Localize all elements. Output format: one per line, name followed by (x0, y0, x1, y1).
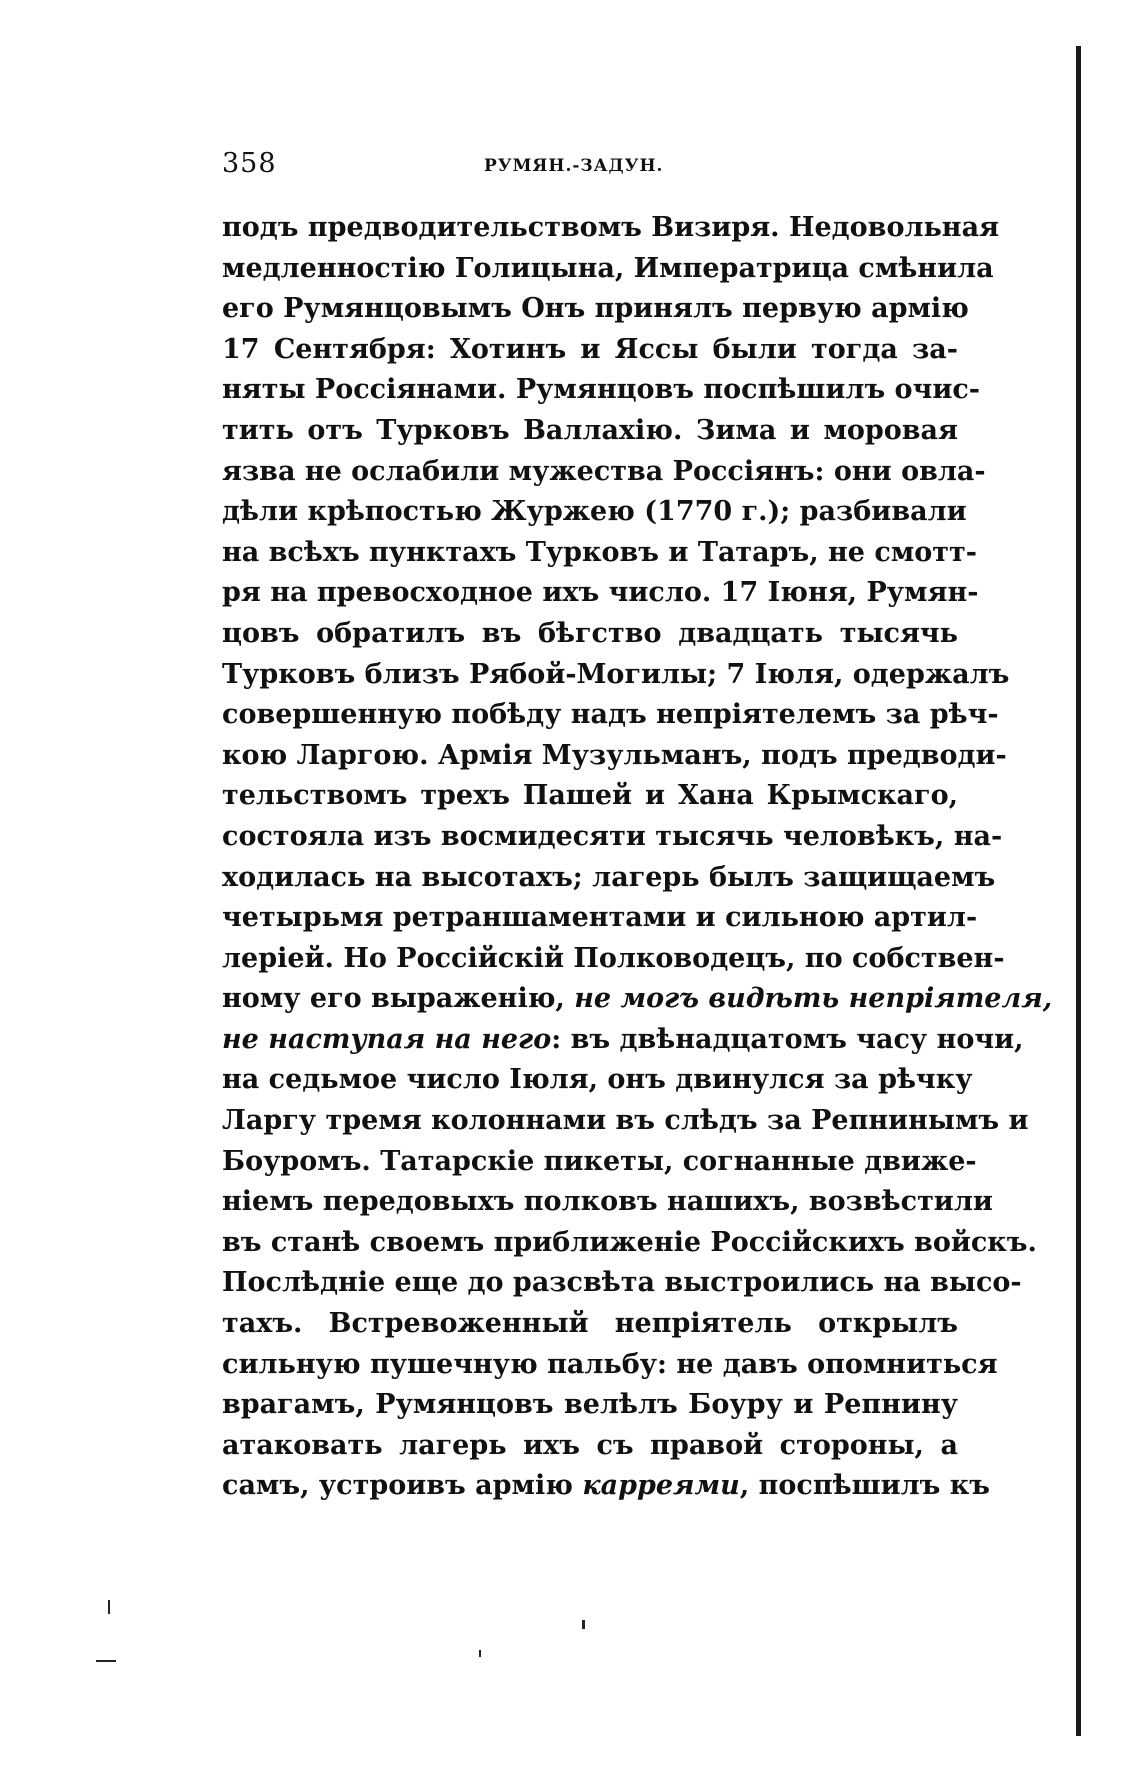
scan-speck (108, 1600, 110, 1614)
body-text (222, 208, 1053, 1507)
text-line (222, 289, 969, 330)
text-segment: врагамъ, Румянцовъ велѣлъ Боуру и Репнину (222, 1389, 958, 1421)
text-line (222, 1182, 993, 1223)
text-line (222, 370, 981, 411)
text-line (222, 1020, 1024, 1061)
page-edge-rule (1076, 46, 1081, 1736)
italic-text: не могъ видѣть непріятеля, (574, 983, 1053, 1015)
text-line (222, 695, 999, 736)
text-segment: медленностію Голицына, Императрица смѣнила (222, 252, 994, 284)
text-segment: состояла изъ восмидесяти тысячь человѣкъ, на- (222, 820, 1003, 852)
text-segment: Боуромъ. Татарскіе пикеты, согнанные движе- (222, 1145, 977, 1177)
text-line (222, 533, 977, 574)
text-segment: Ларгу тремя колоннами въ слѣдъ за Репнинымъ и (222, 1105, 1029, 1137)
text-segment: Турковъ близъ Рябой-Могилы; 7 Іюля, одержалъ (222, 658, 1010, 690)
page-number: 358 (222, 148, 277, 179)
text-segment: тить отъ Турковъ Валлахію. Зима и моровая (222, 414, 958, 446)
text-segment: тельствомъ трехъ Пашей и Хана Крымскаго, (222, 780, 958, 812)
text-line (222, 1142, 977, 1183)
text-line (222, 208, 1000, 249)
text-line (222, 249, 994, 290)
text-segment: совершенную побѣду надъ непріятелемъ за рѣч- (222, 699, 999, 731)
text-line (222, 1060, 973, 1101)
scan-speck (96, 1660, 116, 1662)
text-line (222, 655, 1010, 696)
page-header (222, 148, 958, 188)
text-line (222, 452, 986, 493)
text-line (222, 939, 1005, 980)
text-line (222, 898, 978, 939)
text-segment: цовъ обратилъ въ бѣгство двадцать тысячь (222, 617, 958, 649)
text-line (222, 330, 958, 371)
text-segment: ніемъ передовыхъ полковъ нашихъ, возвѣстили (222, 1186, 993, 1218)
text-line (222, 573, 979, 614)
text-line (222, 1223, 1037, 1264)
text-segment: : въ двѣнадцатомъ часу ночи, (551, 1023, 1024, 1055)
text-line (222, 411, 958, 452)
text-segment: Послѣдніе еще до разсвѣта выстроились на высо- (222, 1267, 1022, 1299)
text-line (222, 817, 1003, 858)
text-segment: его Румянцовымъ Онъ принялъ первую армію (222, 293, 969, 325)
text-line (222, 492, 967, 533)
italic-text: не наступая на него (222, 1023, 552, 1055)
text-line (222, 1263, 1022, 1304)
scan-speck (582, 1620, 585, 1629)
text-segment: сильную пушечную пальбу: не давъ опомниться (222, 1348, 998, 1380)
text-line (222, 1101, 1029, 1142)
text-segment: самъ, устроивъ армію (222, 1470, 583, 1502)
text-segment: атаковать лагерь ихъ съ правой стороны, а (222, 1429, 958, 1461)
italic-text: карреями (582, 1470, 740, 1502)
text-line (222, 614, 958, 655)
text-segment: на всѣхъ пунктахъ Турковъ и Татаръ, не смотт- (222, 536, 977, 568)
text-segment: леріей. Но Россійскій Полководецъ, по собствен- (222, 942, 1005, 974)
text-segment: ря на превосходное ихъ число. 17 Іюня, Румян- (222, 577, 979, 609)
text-line (222, 1385, 958, 1426)
text-segment: въ станѣ своемъ приближеніе Россійскихъ войскъ. (222, 1226, 1037, 1258)
text-line (222, 979, 1053, 1020)
text-line (222, 736, 1007, 777)
running-title: РУМЯН.-ЗАДУН. (484, 156, 664, 176)
scan-speck (479, 1650, 481, 1657)
text-line (222, 858, 996, 899)
text-segment: на седьмое число Іюля, онъ двинулся за рѣчку (222, 1064, 973, 1096)
text-segment: ходилась на высотахъ; лагерь былъ защищаемъ (222, 861, 996, 893)
text-line (222, 1304, 958, 1345)
text-segment: , поспѣшилъ къ (739, 1470, 990, 1502)
text-line (222, 1345, 998, 1386)
text-segment: подъ предводительствомъ Визиря. Недовольная (222, 212, 1000, 243)
text-line (222, 776, 958, 817)
text-segment: кою Ларгою. Армія Музульманъ, подъ предводи- (222, 739, 1007, 771)
text-segment: дѣли крѣпостью Журжею (1770 г.); разбивали (222, 496, 967, 528)
text-segment: ному его выраженію, (222, 983, 575, 1015)
text-segment: язва не ослабили мужества Россіянъ: они овла- (222, 455, 986, 487)
text-line (222, 1466, 990, 1507)
text-segment: четырьмя ретраншаментами и сильною артил- (222, 902, 978, 934)
text-segment: няты Россіянами. Румянцовъ поспѣшилъ очис- (222, 374, 981, 406)
text-segment: тахъ. Встревоженный непріятель открылъ (222, 1308, 958, 1340)
text-line (222, 1426, 958, 1467)
text-segment: 17 Сентября: Хотинъ и Яссы были тогда за- (222, 333, 958, 365)
